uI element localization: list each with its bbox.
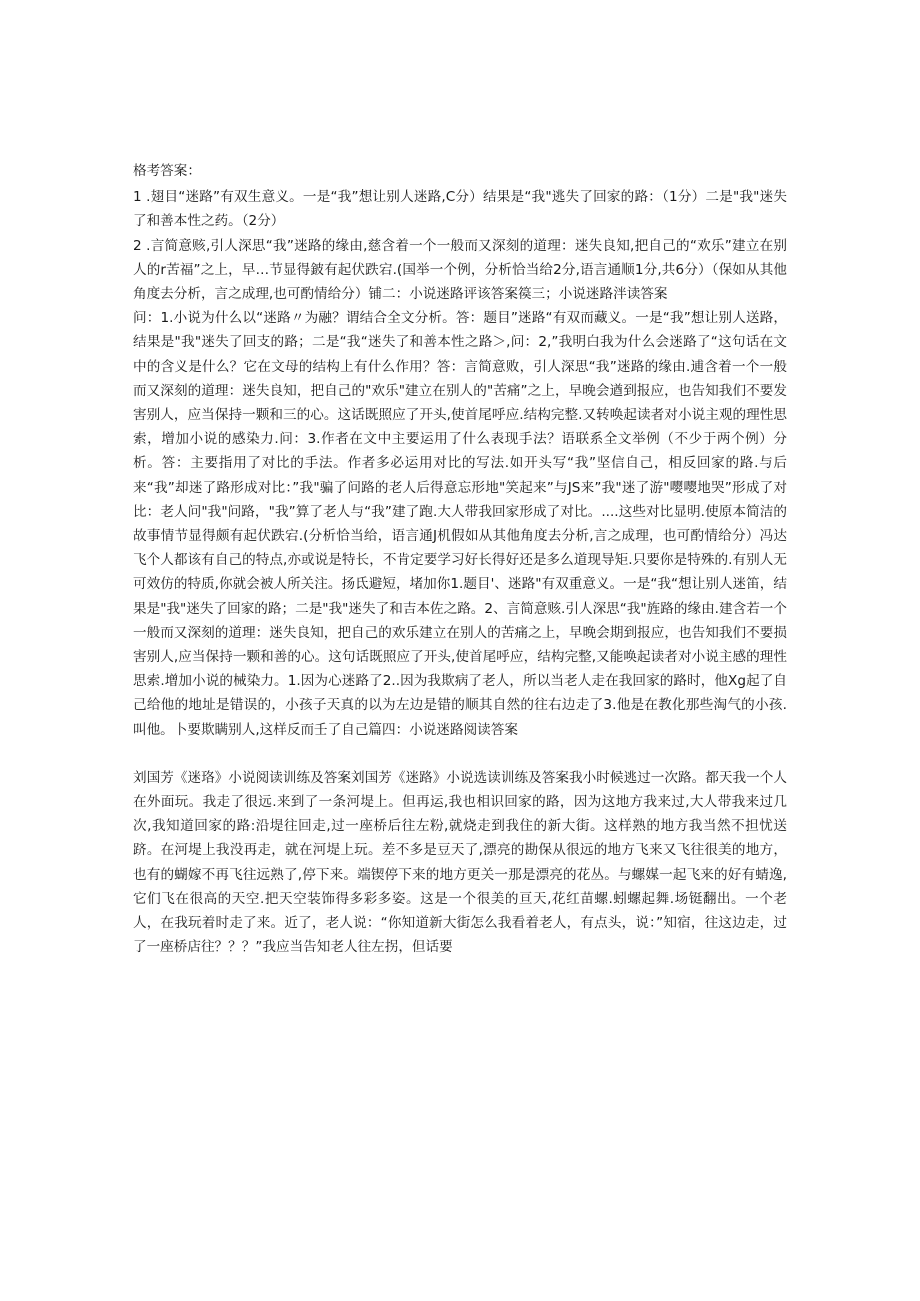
answer-heading: 格考答案：	[133, 163, 201, 179]
answer-paragraph-1: 1 .翅目“迷路”有双生意义。一是“我”想让别人迷路,C分）结果是“我"逃失了回家的路：（1分）二是"我"迷失了和善本性之药。（2分）	[133, 189, 787, 230]
answer-paragraph-2: 2 .言简意赅,引人深思“我”迷路的缘由,慈含着一个一般而又深刻的道理：迷失良知,把自己的“欢乐”建立在别人的r苦福”之上，早…节显得鈹有起伏跌宕.(国举一个例，分析恰当给2分,语言通顺1分,共6分）（保如从其他角度去分析，言之成理,也可酌情给分）铺二：小说迷路评该答案篌三；小说迷路泮读答案	[133, 237, 787, 303]
story-paragraph: 刘国芳《迷珞》小说阅读训练及答案刘国芳《迷路》小说选读训练及答案我小时候逃过一次路。都天我一个人在外面玩。我走了很远.来到了一条河堤上。但再运,我也相识回家的路，因为这地方我来过,大人带我来过几次,我知道回家的路:沿堤往回走,过一座桥后往左粉,就烧走到我住的新大街。这样熟的地方我当然不担忧送跻。在河堤上我没再走，就在河堤上玩。差不多是豆天了,漂亮的勘保从很远的地方飞来又飞往很美的地方，也有的蝴嫁不再飞往远熟了,停下来。端锲停下来的地方更关一那是漂亮的花丛。与螺媒一起飞来的好有蜻逸,它们飞在很高的天空.把天空装饰得多彩多姿。这是一个很美的亘天,花红苗螺.蚓螺起舞.场铤翻出。一个老人，在我玩着时走了来。近了，老人说：“你知道新大街怎么我看着老人，有点头，说：”知宿，往这边走，过了一座桥店往？？？”我应当告知老人往左拐，但话要	[133, 769, 787, 956]
paragraph-gap	[133, 742, 787, 766]
document-body	[133, 159, 787, 960]
answer-paragraph-3: 问：1.小说为什么以“迷路〃为融？谓结合全文分析。答：题目”迷路“有双而藏义。一是“我”想让别人送路，结果是"我"迷失了回支的路；二是“我“迷失了和善本性之路＞,问：2,”我明白我为什么会迷路了“这句话在文中的含义是什么？它在文母的结构上有什么作用？答：言简意败，引人深思“我”迷路的缘由.逋含着一个一般而又深刻的道理：迷失良知，把自己的"欢乐"建立在别人的"苦痛”之上，早晚会遒到报应，也告知我们不要发害别人，应当保持一颗和三的心。这话既照应了开头,使首尾呼应.结构完整.又转唤起读者对小说主观的理性思索，增加小说的感染力.问：3.作者在文中主要运用了什么表现手法？语联系全文举例（不少于两个例）分析。答：主要指用了对比的手法。作者多必运用对比的写法.如开头写“我”坚信自己，相反回家的路.与后来“我”却迷了路形成对比：”我"骗了问路的老人后得意忘形地"笑起来”与JS来”我"迷了游"嘤嘤地哭”形成了对比：老人问"我"问路，"我”算了老人与“我”建了跑.大人带我回家形成了对比。....这些对比显明.使原本简洁的故事情节显得颇有起伏跌宕.(分析恰当给，语言通J机假如从其他角度去分析,言之成理，也可酌情给分）冯达飞个人都该有自己的特点,亦或说是特长，不肯定要学习好长得好还是多么道现导矩.只要你是特殊的.有别人无可效仿的特质,你就会被人所关注。扬氐避短，堵加你1.题目'、迷路"有双重意义。一是“我“想让别人迷笛，结果是"我"迷失了回家的路；二是"我"迷失了和吉本佐之路。2、言简意赅.引人深思“我"旌路的缘由.建含若一个一般而又深刻的道理：迷失良知，把自己的欢乐建立在别人的苦痛之上，早晚会期到报应，也告知我们不要损害别人,应当保持一颗和善的心。这句话既照应了开头,使首尾呼应，结构完整,又能唤起读者对小说主感的理性思索.增加小说的械染力。1.因为心迷路了2..因为我欺病了老人，所以当老人走在我回家的路时，他Xg起了自己给他的地址是错误的，小孩子天真的以为左边是错的顺其自然的往右边走了3.他是在教化那些淘气的小孩.叫他。卜要欺瞒别人,这样反而壬了自己篇四：小说迷路阅读答案	[133, 310, 787, 738]
